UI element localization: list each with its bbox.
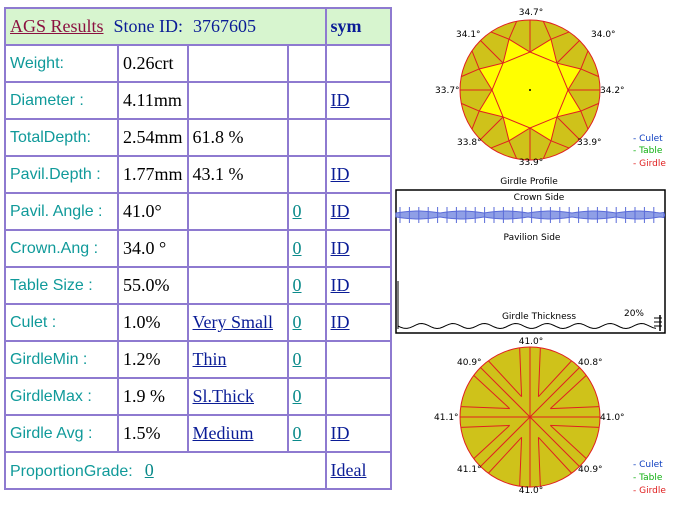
crown-angle-label: 33.7°: [435, 86, 460, 96]
ideal-link[interactable]: Ideal: [330, 460, 367, 480]
row-label: Table Size :: [10, 276, 93, 294]
crown-angle-label: 33.9°: [577, 138, 602, 148]
row-label: Crown.Ang :: [10, 239, 99, 257]
row-value: 0.26crt: [123, 53, 174, 73]
legend-table-bottom: - Table: [633, 473, 663, 483]
sym-header: sym: [330, 16, 362, 36]
stone-id-value: 3767605: [193, 16, 257, 36]
row-label: Girdle Avg :: [10, 424, 93, 442]
crown-angle-label: 34.1°: [456, 30, 481, 40]
crown-angle-label: 33.8°: [457, 138, 482, 148]
crown-diagram: [435, 8, 625, 168]
row-score[interactable]: 0: [292, 238, 302, 258]
pavilion-side-label: Pavilion Side: [503, 233, 561, 243]
row-link[interactable]: ID: [330, 238, 350, 258]
proportion-grade-label: ProportionGrade:: [10, 463, 133, 480]
row-value: 4.11mm: [123, 90, 182, 110]
legend-top: [633, 134, 666, 169]
row-link[interactable]: ID: [330, 312, 350, 332]
legend-table-top: - Table: [633, 146, 663, 156]
girdle-profile: [396, 190, 665, 333]
row-score[interactable]: 0: [292, 423, 302, 443]
row-label: Culet :: [10, 313, 57, 331]
row-label: Pavil.Depth :: [10, 165, 101, 183]
row-label: TotalDepth:: [10, 128, 91, 146]
pavilion-angle-label: 41.1°: [457, 465, 482, 475]
pavilion-angle-label: 40.9°: [578, 465, 603, 475]
row-value: 55.0%: [123, 275, 170, 295]
girdle-profile-title: Girdle Profile: [500, 177, 558, 187]
row-value: 1.0%: [123, 312, 161, 332]
row-extra[interactable]: Medium: [192, 423, 254, 443]
legend-girdle-top: - Girdle: [633, 159, 666, 169]
proportion-grade-score[interactable]: 0: [144, 460, 154, 480]
row-extra[interactable]: Sl.Thick: [192, 386, 255, 406]
crown-side-label: Crown Side: [513, 193, 565, 203]
row-score[interactable]: 0: [292, 312, 302, 332]
row-extra: 61.8 %: [192, 127, 244, 147]
crown-angle-label: 34.0°: [591, 30, 616, 40]
legend-bottom: [633, 460, 666, 496]
row-score[interactable]: 0: [292, 275, 302, 295]
row-score[interactable]: 0: [292, 201, 302, 221]
pavilion-angle-label: 40.9°: [457, 358, 482, 368]
row-link[interactable]: ID: [330, 164, 350, 184]
row-link[interactable]: ID: [330, 423, 350, 443]
row-value: 1.77mm: [123, 164, 183, 184]
row-link[interactable]: ID: [330, 275, 350, 295]
row-extra: 43.1 %: [192, 164, 244, 184]
pavilion-angle-label: 40.8°: [578, 358, 603, 368]
row-score[interactable]: 0: [292, 386, 302, 406]
crown-angle-label: 33.9°: [518, 158, 544, 168]
thickness-percent: 20%: [623, 309, 645, 319]
row-link[interactable]: ID: [330, 90, 350, 110]
crown-culet-dot: [529, 89, 531, 91]
legend-girdle-bottom: - Girdle: [633, 486, 666, 496]
row-value: 1.5%: [123, 423, 161, 443]
row-value: 1.9 %: [123, 386, 165, 406]
pavilion-angle-label: 41.0°: [600, 413, 625, 423]
row-value: 2.54mm: [123, 127, 183, 147]
pavilion-angle-label: 41.0°: [518, 486, 544, 496]
pavilion-diagram: [434, 337, 625, 496]
row-link[interactable]: ID: [330, 201, 350, 221]
ags-results-link[interactable]: AGS Results: [10, 16, 104, 36]
row-label: GirdleMax :: [10, 387, 92, 405]
row-value: 41.0°: [123, 201, 162, 221]
row-value: 1.2%: [123, 349, 161, 369]
legend-culet-bottom: - Culet: [633, 460, 663, 470]
row-extra[interactable]: Thin: [192, 349, 227, 369]
pavilion-angle-label: 41.0°: [518, 337, 544, 347]
row-score[interactable]: 0: [292, 349, 302, 369]
stone-id-label: Stone ID:: [113, 16, 184, 36]
girdle-thickness-label: Girdle Thickness: [501, 312, 577, 322]
crown-angle-label: 34.7°: [518, 8, 544, 18]
girdle-wave: [396, 211, 664, 219]
crown-angle-label: 34.2°: [600, 86, 625, 96]
row-value: 34.0 °: [123, 238, 167, 258]
legend-culet-top: - Culet: [633, 134, 663, 144]
row-extra[interactable]: Very Small: [192, 312, 274, 332]
row-label: Diameter :: [10, 91, 84, 109]
pavilion-angle-label: 41.1°: [434, 413, 459, 423]
row-label: GirdleMin :: [10, 350, 88, 368]
row-label: Pavil. Angle :: [10, 202, 103, 220]
row-label: Weight:: [10, 54, 64, 72]
